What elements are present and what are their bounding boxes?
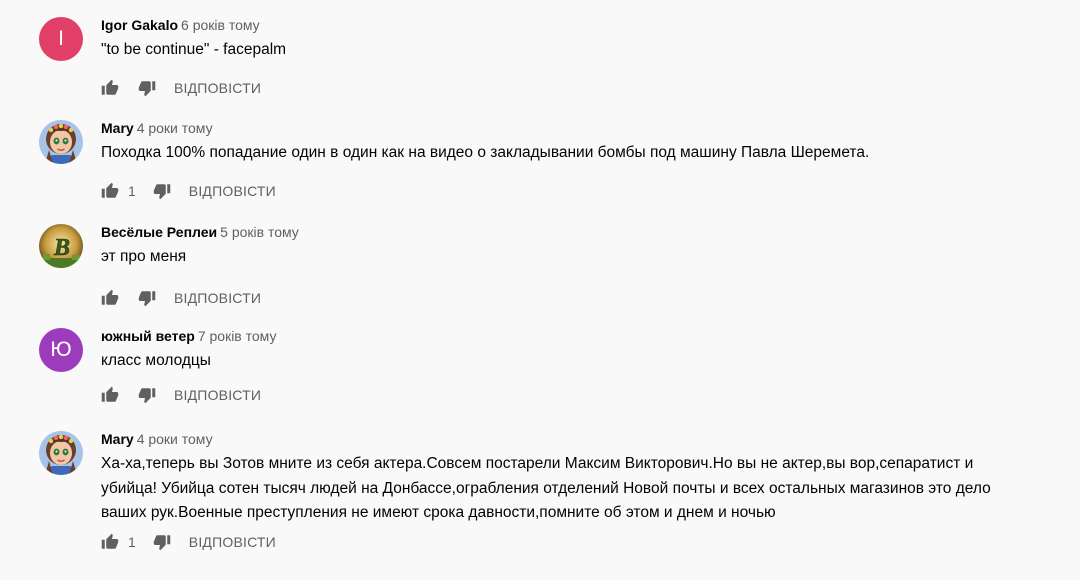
thumb-up-icon — [101, 386, 119, 404]
reply-button[interactable]: ВІДПОВІСТИ — [188, 183, 276, 199]
avatar-letter: I — [58, 27, 64, 50]
reply-button[interactable]: ВІДПОВІСТИ — [174, 80, 262, 96]
author-name[interactable]: южный ветер — [101, 328, 195, 344]
comment-text: Ха-ха,теперь вы Зотов мните из себя актера.Совсем постарели Максим Викторович.Но вы не актер,вы вор,сепаратист и убийца! Убийца сотен тысяч людей на Донбассе,ограбления отделений Новой почты и всех остальных магазинов это дело ваших рук.Военные преступления не имеют срока давности,помните об этом и днем и ночью — [101, 455, 991, 521]
like-button[interactable] — [101, 533, 119, 551]
thumb-down-icon — [153, 533, 171, 551]
thumb-down-icon — [153, 182, 171, 200]
comment-header — [101, 326, 276, 346]
comment-time[interactable]: 4 роки тому — [136, 431, 213, 447]
comment-time[interactable]: 5 років тому — [220, 224, 299, 240]
comment-header — [101, 222, 299, 242]
like-count: 1 — [128, 534, 136, 550]
dislike-button[interactable] — [153, 533, 171, 551]
letter-b-logo-avatar — [39, 224, 83, 268]
reply-button[interactable]: ВІДПОВІСТИ — [174, 387, 262, 403]
thumb-up-icon — [101, 533, 119, 551]
dislike-button[interactable] — [138, 289, 156, 307]
thumb-up-icon — [101, 182, 119, 200]
comment-actions — [101, 76, 261, 100]
comment-time[interactable]: 6 років тому — [181, 17, 260, 33]
like-count: 1 — [128, 183, 136, 199]
cartoon-girl-avatar — [39, 431, 83, 475]
comment-actions — [101, 179, 276, 203]
avatar-letter: Ю — [50, 338, 72, 361]
comment-actions — [101, 383, 261, 407]
comment-header — [101, 15, 260, 35]
like-button[interactable] — [101, 182, 119, 200]
thumb-down-icon — [138, 79, 156, 97]
avatar[interactable] — [39, 17, 83, 61]
like-button[interactable] — [101, 386, 119, 404]
avatar[interactable] — [39, 431, 83, 475]
author-name[interactable]: Igor Gakalo — [101, 17, 179, 33]
comment-text: класс молодцы — [101, 352, 211, 369]
dislike-button[interactable] — [153, 182, 171, 200]
thumb-up-icon — [101, 79, 119, 97]
author-name[interactable]: Mary — [101, 120, 134, 136]
avatar[interactable] — [39, 224, 83, 268]
thumb-down-icon — [138, 289, 156, 307]
reply-button[interactable]: ВІДПОВІСТИ — [188, 534, 276, 550]
comment-header — [101, 429, 213, 449]
comment-text: Походка 100% попадание один в один как на видео о закладывании бомбы под машину Павла Шеремета. — [101, 144, 870, 161]
like-button[interactable] — [101, 79, 119, 97]
comment-time[interactable]: 4 роки тому — [136, 120, 213, 136]
reply-button[interactable]: ВІДПОВІСТИ — [174, 290, 262, 306]
author-name[interactable]: Весёлые Реплеи — [101, 224, 218, 240]
cartoon-girl-avatar — [39, 120, 83, 164]
dislike-button[interactable] — [138, 79, 156, 97]
thumb-down-icon — [138, 386, 156, 404]
comment-actions — [101, 286, 261, 310]
comment-actions — [101, 530, 276, 554]
comment-time[interactable]: 7 років тому — [197, 328, 277, 344]
avatar[interactable] — [39, 120, 83, 164]
author-name[interactable]: Mary — [101, 431, 134, 447]
comment-text: эт про меня — [101, 248, 187, 265]
dislike-button[interactable] — [138, 386, 156, 404]
thumb-up-icon — [101, 289, 119, 307]
comment-header — [101, 118, 213, 138]
avatar[interactable] — [39, 328, 83, 372]
like-button[interactable] — [101, 289, 119, 307]
comment-text: "to be continue" - facepalm — [101, 41, 287, 58]
